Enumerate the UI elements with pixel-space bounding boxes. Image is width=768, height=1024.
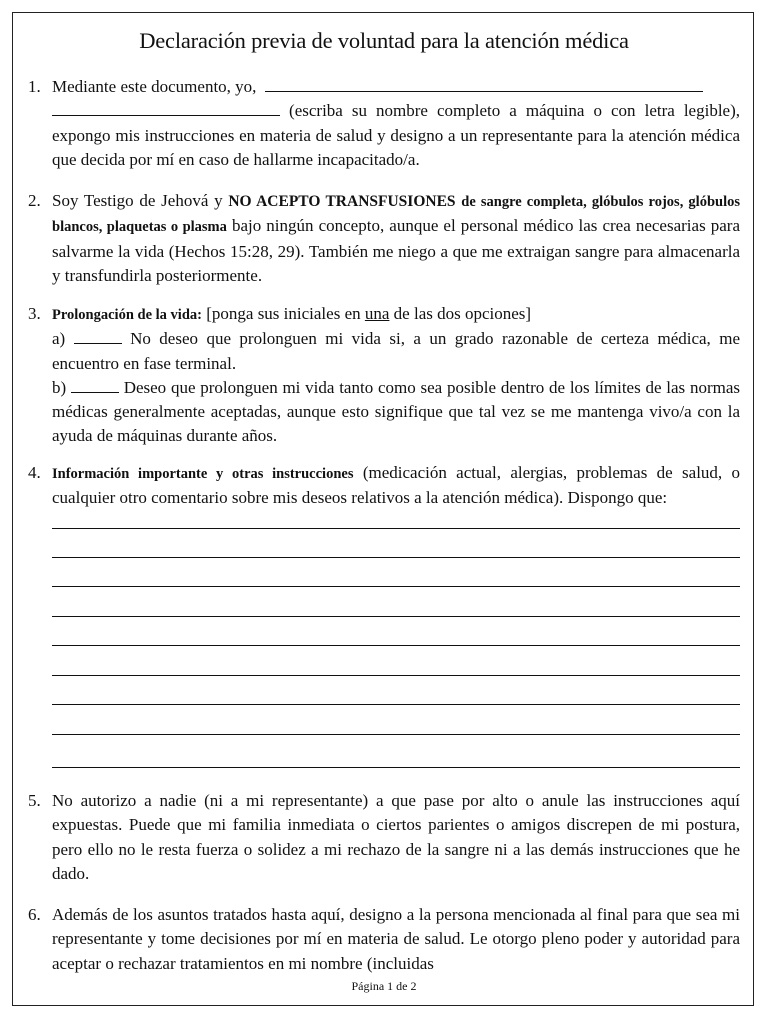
option-a-label: a) — [52, 329, 66, 349]
section-6-number: 6. — [28, 905, 41, 924]
section-4-heading: Información importante y otras instrucciones — [52, 466, 354, 482]
instructions-line-3[interactable] — [52, 586, 740, 587]
section-3-instr-underlined: una — [364, 304, 390, 323]
section-1-number: 1. — [28, 77, 41, 96]
section-2-bold-small: de sangre completa, glóbulos rojos, glóbulos blancos, plaquetas o plasma — [52, 194, 740, 236]
section-1 — [28, 75, 740, 172]
section-2-lead: Soy Testigo de Jehová y — [52, 191, 223, 210]
section-4-rest: (medicación actual, alergias, problemas de salud, o cualquier otro comentario sobre mis deseos relativos a la atención médica). Dispongo que: — [52, 463, 741, 508]
section-3-instr-pre: [ponga sus iniciales en — [206, 304, 361, 323]
instructions-line-1[interactable] — [52, 528, 740, 529]
section-2 — [28, 189, 740, 288]
full-name-field-2[interactable] — [52, 100, 280, 116]
section-1-hint: (escriba su nombre completo a máquina o con letra legible), — [289, 101, 740, 121]
section-2-bold-caps: NO ACEPTO TRANSFUSIONES — [228, 193, 456, 210]
option-b-initials-field[interactable] — [71, 380, 119, 393]
section-3-heading: Prolongación de la vida: — [52, 307, 202, 323]
option-a-initials-field[interactable] — [74, 331, 122, 344]
section-3-number: 3. — [28, 304, 41, 323]
section-5-text: No autorizo a nadie (ni a mi representante) a que pase por alto o anule las instrucciones aquí expuestas. Puede que mi familia inmediata o ciertos parientes o amigos discrepen de mi postura, pero ello no le resta fuerza o solidez a mi rechazo de la sangre ni a las demás instrucciones que he dado. — [52, 791, 740, 883]
instructions-line-5[interactable] — [52, 645, 740, 646]
instructions-line-4[interactable] — [52, 616, 740, 617]
page-title: Declaración previa de voluntad para la atención médica — [139, 28, 629, 53]
option-a-text: No deseo que prolonguen mi vida si, a un grado razonable de certeza médica, me encuentro en fase terminal. — [52, 329, 741, 373]
option-b-label: b) — [52, 377, 67, 397]
instructions-line-8[interactable] — [52, 734, 740, 735]
section-5-number: 5. — [28, 791, 41, 810]
page-number: Página 1 de 2 — [351, 979, 417, 993]
section-2-number: 2. — [28, 191, 41, 210]
instructions-line-7[interactable] — [52, 704, 740, 705]
section-1-lead: Mediante este documento, yo, — [52, 77, 257, 96]
section-4-number: 4. — [28, 463, 41, 482]
section-3 — [28, 302, 740, 449]
instructions-line-9[interactable] — [52, 767, 740, 768]
instructions-line-2[interactable] — [52, 557, 740, 558]
instructions-line-6[interactable] — [52, 675, 740, 676]
section-5 — [28, 789, 740, 886]
option-b-text: Deseo que prolonguen mi vida tanto como sea posible dentro de los límites de las normas médicas generalmente aceptadas, aunque esto signifique que tal vez se me mantenga vivo/a con la ayuda de máquinas durante años. — [52, 377, 740, 446]
section-3-instr-post: de las dos opciones] — [393, 304, 532, 323]
section-6 — [28, 903, 740, 976]
section-2-rest: bajo ningún concepto, aunque el personal médico las crea necesarias para salvarme la vida (Hechos 15:28, 29). También me niego a que me extraigan sangre para almacenarla y transfundirla posteriormente. — [52, 216, 741, 285]
section-6-text: Además de los asuntos tratados hasta aquí, designo a la persona mencionada al final para que sea mi representante y tome decisiones por mí en materia de salud. Le otorgo pleno poder y autoridad para aceptar o rechazar tratamientos en mi nombre (incluidas — [52, 905, 740, 973]
full-name-field-1[interactable] — [265, 76, 703, 92]
section-4 — [28, 461, 740, 511]
section-1-rest: expongo mis instrucciones en materia de salud y designo a un representante para la atención médica que decida por mí en caso de hallarme incapacitado/a. — [52, 125, 740, 169]
